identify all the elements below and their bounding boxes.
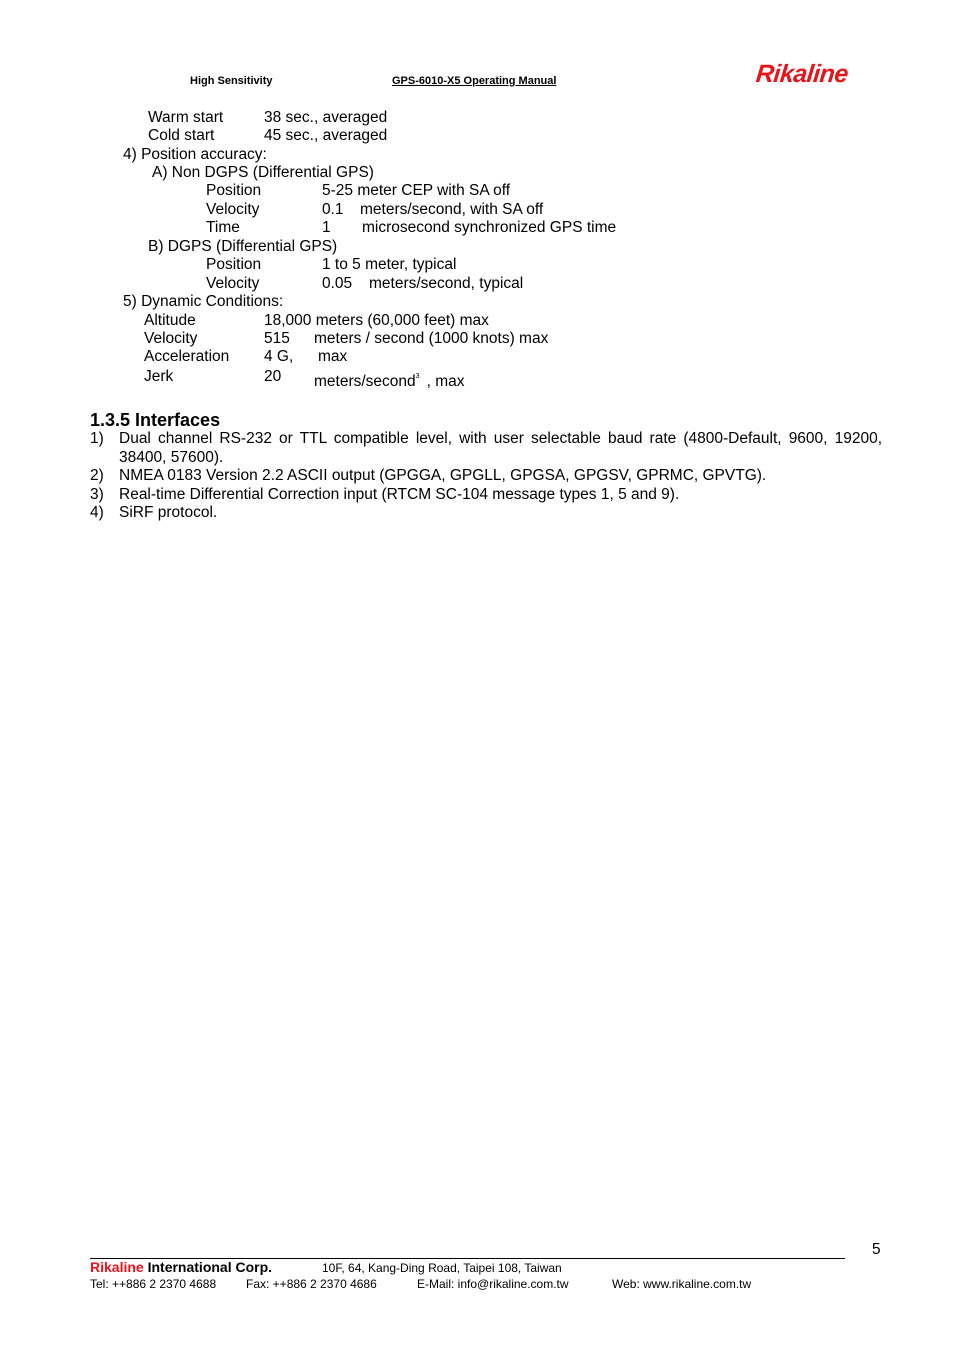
footer-company-rest: International Corp. (143, 1259, 273, 1275)
jerk-superscript: 3 (415, 373, 420, 380)
non-dgps-velocity-text: meters/second, with SA off (360, 201, 544, 218)
list-item-number: 1) (90, 430, 104, 447)
list-item-number: 3) (90, 485, 104, 503)
position-accuracy-heading: 4) Position accuracy: (123, 146, 267, 163)
non-dgps-time-text: microsecond synchronized GPS time (362, 219, 617, 236)
non-dgps-position-value: 5-25 meter CEP with SA off (322, 182, 511, 199)
cold-start-value: 45 sec., averaged (264, 127, 388, 144)
header-left-text: High Sensitivity (190, 75, 273, 87)
non-dgps-heading: A) Non DGPS (Differential GPS) (152, 164, 374, 181)
footer-address: 10F, 64, Kang-Ding Road, Taipei 108, Taiwan (322, 1261, 562, 1275)
dgps-velocity-text: meters/second, typical (369, 275, 524, 292)
jerk-unit: meters/second (314, 373, 416, 390)
footer-company (90, 1259, 272, 1275)
page-number: 5 (872, 1241, 881, 1258)
jerk-number: 20 (264, 368, 282, 385)
list-item-text: Real-time Differential Correction input (RTCM SC-104 message types 1, 5 and 9). (119, 485, 680, 503)
rikaline-logo: Rikaline (754, 60, 850, 88)
warm-start-value: 38 sec., averaged (264, 109, 388, 126)
dgps-velocity-label: Velocity (206, 275, 260, 292)
acceleration-number: 4 G, (264, 348, 294, 365)
list-item (90, 504, 882, 523)
jerk-label: Jerk (144, 368, 174, 385)
footer-web: Web: www.rikaline.com.tw (612, 1277, 752, 1291)
list-item-text: Dual channel RS-232 or TTL compatible level, with user selectable baud rate (4800-Default, 9600, 19200, 38400, 57600). (119, 430, 882, 466)
dynamic-velocity-number: 515 (264, 330, 290, 347)
jerk-tail: , max (426, 373, 465, 390)
dgps-position-value: 1 to 5 meter, typical (322, 256, 457, 273)
altitude-value: 18,000 meters (60,000 feet) max (264, 312, 489, 329)
non-dgps-time-label: Time (206, 219, 240, 236)
warm-start-label: Warm start (148, 109, 224, 126)
list-item (90, 467, 882, 486)
dynamic-velocity-label: Velocity (144, 330, 198, 347)
header-manual-title: GPS-6010-X5 Operating Manual (392, 75, 557, 87)
cold-start-label: Cold start (148, 127, 215, 144)
acceleration-text: max (318, 348, 348, 365)
non-dgps-velocity-number: 0.1 (322, 201, 344, 218)
list-item-number: 2) (90, 467, 104, 484)
acceleration-label: Acceleration (144, 348, 230, 365)
altitude-label: Altitude (144, 312, 196, 329)
list-item (90, 486, 882, 505)
jerk-text (314, 368, 464, 391)
list-item (90, 430, 882, 467)
dgps-position-label: Position (206, 256, 262, 273)
interfaces-list (90, 430, 882, 523)
non-dgps-position-label: Position (206, 182, 262, 199)
section-title: 1.3.5 Interfaces (90, 410, 221, 430)
list-item-number: 4) (90, 504, 104, 521)
footer-email: E-Mail: info@rikaline.com.tw (417, 1277, 569, 1291)
non-dgps-velocity-label: Velocity (206, 201, 260, 218)
footer-company-brand: Rikaline (90, 1259, 144, 1275)
footer-tel: Tel: ++886 2 2370 4688 (90, 1277, 217, 1291)
dynamic-conditions-heading: 5) Dynamic Conditions: (123, 293, 284, 310)
list-item-text: NMEA 0183 Version 2.2 ASCII output (GPGGA, GPGLL, GPGSA, GPGSV, GPRMC, GPVTG). (119, 467, 767, 484)
list-item-text: SiRF protocol. (119, 504, 218, 521)
dynamic-velocity-text: meters / second (1000 knots) max (314, 330, 549, 347)
footer-fax: Fax: ++886 2 2370 4686 (246, 1277, 377, 1291)
dgps-velocity-number: 0.05 (322, 275, 353, 292)
dgps-heading: B) DGPS (Differential GPS) (148, 238, 338, 255)
non-dgps-time-number: 1 (322, 219, 331, 236)
